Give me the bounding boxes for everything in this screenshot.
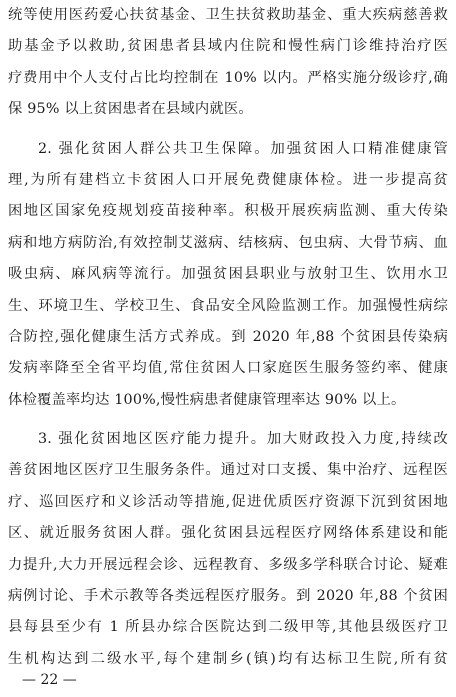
paragraph-gap — [8, 126, 448, 134]
document-page — [8, 0, 448, 675]
text-line: 疗费用中个人支付占比均控制在 10% 以内。严格实施分级诊疗,确 — [8, 69, 448, 86]
text-line: 理,为所有建档立卡贫困人口开展免费健康体检。进一步提高贫 — [8, 171, 448, 188]
text-line: 体检覆盖率均达 100%,慢性病患者健康管理率达 90% 以上。 — [8, 391, 406, 408]
text-line: 助基金予以救助,贫困患者县域内住院和慢性病门诊维持治疗医 — [8, 38, 448, 55]
text-line: 力提升,大力开展远程会诊、远程教育、多级多学科联合讨论、疑难 — [8, 556, 448, 573]
text-line: 区、就近服务贫困人群。强化贫困县远程医疗网络体系建设和能 — [8, 525, 448, 542]
paragraph-2 — [8, 134, 448, 417]
text-line: 3. 强化贫困地区医疗能力提升。加大财政投入力度,持续改 — [38, 431, 448, 448]
text-line: 吸虫病、麻风病等流行。加强贫困县职业与放射卫生、饮用水卫 — [8, 266, 448, 283]
paragraph-1 — [8, 0, 448, 126]
text-line: 善贫困地区医疗卫生服务条件。通过对口支援、集中治疗、远程医 — [8, 462, 448, 479]
text-line: 生、环境卫生、学校卫生、食品安全风险监测工作。加强慢性病综 — [8, 297, 448, 314]
text-line: 生机构达到二级水平,每个建制乡(镇)均有达标卫生院,所有贫 — [8, 650, 448, 667]
text-line: 困地区国家免疫规划疫苗接种率。积极开展疾病监测、重大传染 — [8, 203, 448, 220]
page-number: — 22 — — [22, 672, 77, 688]
text-line: 病例讨论、手术示教等各类远程医疗服务。到 2020 年,88 个贫困 — [8, 588, 448, 605]
paragraph-gap — [8, 416, 448, 424]
paragraph-3 — [8, 424, 448, 675]
text-line: 疗、巡回医疗和义诊活动等措施,促进优质医疗资源下沉到贫困地 — [8, 493, 448, 510]
text-line: 2. 强化贫困人群公共卫生保障。加强贫困人口精准健康管 — [38, 140, 448, 157]
text-line: 病和地方病防治,有效控制艾滋病、结核病、包虫病、大骨节病、血 — [8, 234, 448, 251]
text-line: 县每县至少有 1 所县办综合医院达到二级甲等,其他县级医疗卫 — [8, 619, 448, 636]
text-line: 合防控,强化健康生活方式养成。到 2020 年,88 个贫困县传染病 — [8, 328, 448, 345]
text-line: 统等使用医药爱心扶贫基金、卫生扶贫救助基金、重大疾病慈善救 — [8, 7, 448, 23]
text-line: 保 95% 以上贫困患者在县域内就医。 — [8, 101, 253, 118]
text-line: 发病率降至全省平均值,常住贫困人口家庭医生服务签约率、健康 — [8, 360, 448, 377]
